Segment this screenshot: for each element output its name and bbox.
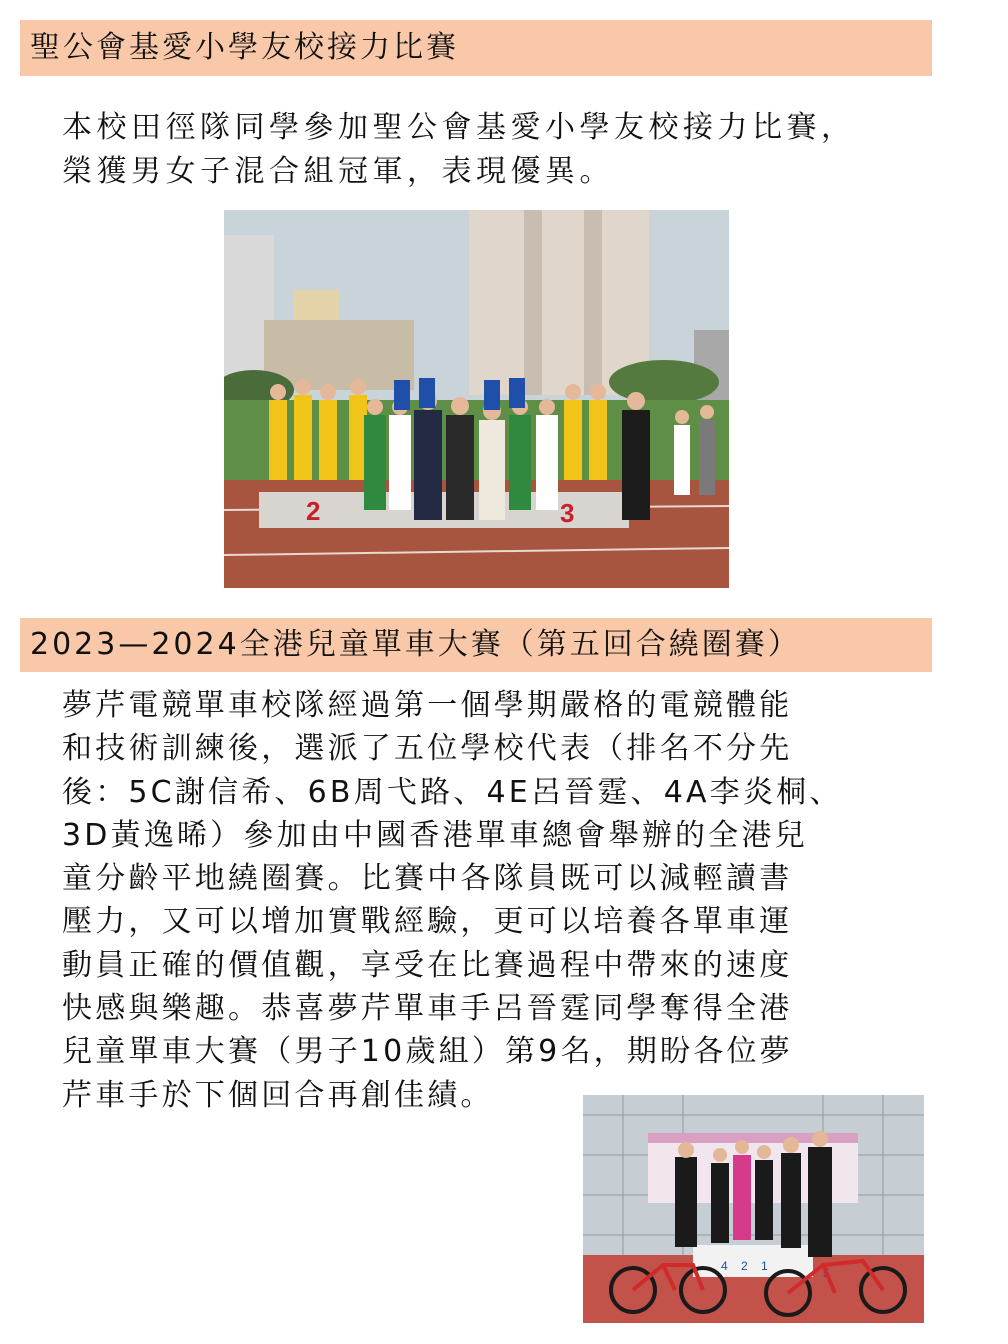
- section-2-paragraph: [62, 684, 843, 1117]
- podium-number-2: 2: [306, 496, 321, 526]
- podium-number-2: 2: [741, 1259, 748, 1273]
- section-1-title: 聖公會基愛小學友校接力比賽: [30, 30, 459, 65]
- paragraph-line: 兒童單車大賽（男子10歲組）第9名，期盼各位夢: [62, 1034, 793, 1070]
- paragraph-line: 芹車手於下個回合再創佳績。: [62, 1077, 494, 1113]
- podium-number-3: 3: [560, 498, 575, 528]
- section-1-title-bar: [20, 20, 932, 76]
- section-1-paragraph: [62, 106, 856, 194]
- paragraph-line: 榮獲男女子混合組冠軍，表現優異。: [62, 154, 614, 189]
- paragraph-line: 3D黃逸晞）參加由中國香港單車總會舉辦的全港兒: [62, 817, 808, 853]
- podium-number-5: 5: [823, 1266, 830, 1280]
- podium-number-1: 1: [761, 1259, 768, 1273]
- paragraph-line: 童分齡平地繞圈賽。比賽中各隊員既可以減輕讀書: [62, 861, 793, 897]
- section-2-title-bar: [20, 618, 932, 672]
- paragraph-line: 夢芹電競單車校隊經過第一個學期嚴格的電競體能: [62, 688, 793, 723]
- relay-race-group-photo: [224, 210, 729, 588]
- paragraph-line: 壓力，又可以增加實戰經驗，更可以培養各單車運: [62, 904, 793, 940]
- paragraph-line: 本校田徑隊同學參加聖公會基愛小學友校接力比賽，: [62, 110, 856, 145]
- paragraph-line: 和技術訓練後，選派了五位學校代表（排名不分先: [62, 731, 793, 767]
- podium-number-4: 4: [721, 1259, 728, 1273]
- paragraph-line: 後：5C謝信希、6B周弋路、4E呂晉霆、4A李炎桐、: [62, 774, 843, 810]
- paragraph-line: 動員正確的價值觀，享受在比賽過程中帶來的速度: [62, 947, 793, 983]
- cycling-race-group-photo: [583, 1095, 924, 1323]
- section-2-title: 2023—2024全港兒童單車大賽（第五回合繞圈賽）: [30, 627, 801, 662]
- paragraph-line: 快感與樂趣。恭喜夢芹單車手呂晉霆同學奪得全港: [62, 991, 793, 1027]
